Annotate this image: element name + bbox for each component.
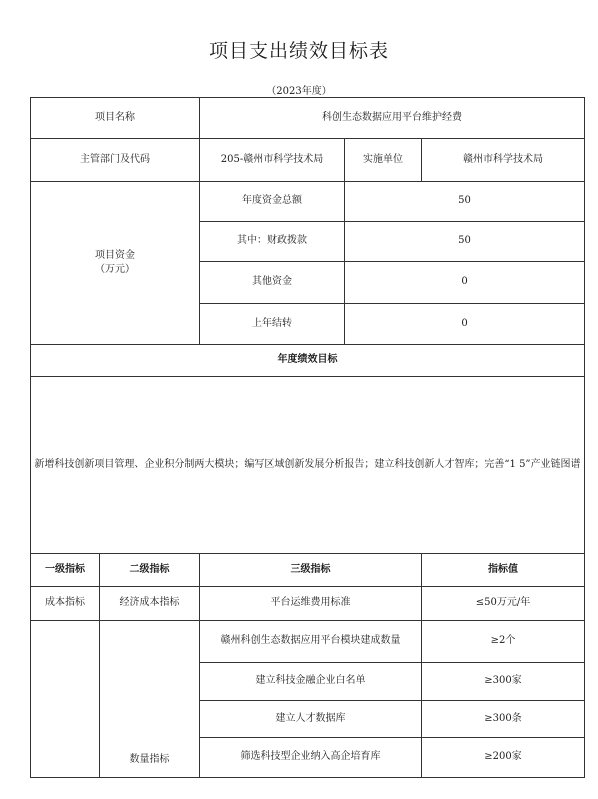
annual-goal-header: 年度绩效目标	[31, 345, 585, 377]
cost-level3: 平台运维费用标准	[200, 587, 422, 621]
cost-level2: 经济成本指标	[100, 587, 200, 621]
cost-value: ≤50万元/年	[422, 587, 585, 621]
quantity-level3: 筛选科技型企业纳入高企培育库	[200, 738, 422, 778]
funds-row	[31, 182, 585, 222]
header-level1: 一级指标	[31, 554, 100, 587]
quantity-value: ≥300条	[422, 701, 585, 738]
quantity-label: 数量指标	[100, 621, 200, 778]
implementing-unit-label: 实施单位	[345, 139, 422, 182]
fiscal-year: （2023年度）	[266, 86, 332, 97]
cost-indicator-row	[31, 587, 585, 621]
project-name-label: 项目名称	[31, 98, 200, 139]
quantity-value: ≥300家	[422, 663, 585, 701]
header-level2: 二级指标	[100, 554, 200, 587]
page-title: 项目支出绩效目标表	[208, 40, 389, 62]
quantity-value: ≥200家	[422, 738, 585, 778]
project-name-row	[31, 98, 585, 139]
quantity-value: ≥2个	[422, 621, 585, 663]
funds-item-value: 0	[345, 262, 585, 304]
quantity-indicator-row	[31, 621, 585, 663]
funds-item-label: 其他资金	[200, 262, 345, 304]
project-name-value: 科创生态数据应用平台维护经费	[200, 98, 585, 139]
quantity-level3: 建立科技金融企业白名单	[200, 663, 422, 701]
funds-item-value: 50	[345, 182, 585, 222]
funds-item-label: 年度资金总额	[200, 182, 345, 222]
funds-label	[31, 182, 200, 345]
indicator-header-row	[31, 554, 585, 587]
funds-label-line1: 项目资金	[95, 249, 135, 261]
funds-label-line2: （万元）	[95, 264, 135, 275]
department-row	[31, 139, 585, 182]
funds-item-value: 50	[345, 222, 585, 262]
funds-item-value: 0	[345, 304, 585, 345]
department-value: 205-赣州市科学技术局	[200, 139, 345, 182]
implementing-unit-value: 赣州市科学技术局	[422, 139, 585, 182]
quantity-level3: 赣州科创生态数据应用平台模块建成数量	[200, 621, 422, 663]
annual-goal-row	[31, 377, 585, 554]
header-level3: 三级指标	[200, 554, 422, 587]
annual-goal-header-row	[31, 345, 585, 377]
cost-level1: 成本指标	[31, 587, 100, 621]
header-value: 指标值	[422, 554, 585, 587]
quantity-level3: 建立人才数据库	[200, 701, 422, 738]
funds-item-label: 上年结转	[200, 304, 345, 345]
level1-continued	[31, 621, 100, 778]
performance-target-table	[30, 97, 585, 778]
annual-goal-text: 新增科技创新项目管理、企业积分制两大模块；编写区域创新发展分析报告；建立科技创新人才智库；完善“1 5”产业链图谱	[31, 377, 585, 554]
department-label: 主管部门及代码	[31, 139, 200, 182]
funds-item-label: 其中：财政拨款	[200, 222, 345, 262]
